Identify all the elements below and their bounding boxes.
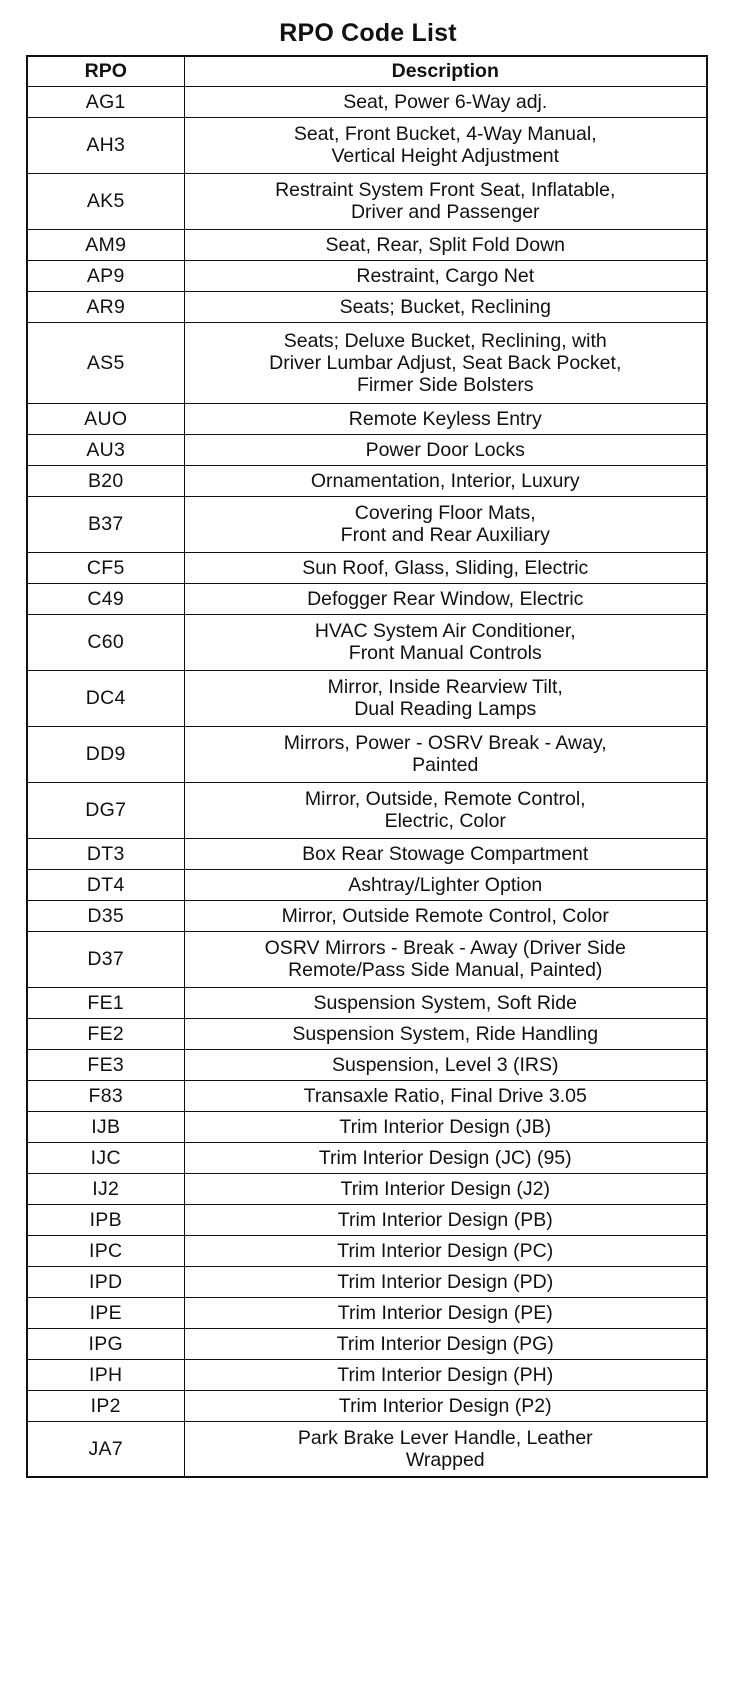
description-cell: Power Door Locks — [184, 434, 707, 465]
table-body — [27, 86, 707, 1477]
table-row — [27, 1204, 707, 1235]
table-row — [27, 1049, 707, 1080]
table-row — [27, 614, 707, 670]
table-row — [27, 1235, 707, 1266]
table-header-row — [27, 56, 707, 86]
description-cell: Restraint System Front Seat, Inflatable, Driver and Passenger — [184, 173, 707, 229]
table-row — [27, 117, 707, 173]
rpo-code-cell: IPE — [27, 1297, 184, 1328]
rpo-code-cell: AK5 — [27, 173, 184, 229]
rpo-code-cell: C60 — [27, 614, 184, 670]
table-row — [27, 670, 707, 726]
rpo-column-header: RPO — [27, 56, 184, 86]
table-row — [27, 869, 707, 900]
description-cell: Seat, Rear, Split Fold Down — [184, 229, 707, 260]
rpo-code-cell: AU3 — [27, 434, 184, 465]
description-cell: Park Brake Lever Handle, Leather Wrapped — [184, 1421, 707, 1477]
description-cell: Trim Interior Design (PD) — [184, 1266, 707, 1297]
table-row — [27, 465, 707, 496]
rpo-code-cell: IJB — [27, 1111, 184, 1142]
description-cell: Suspension, Level 3 (IRS) — [184, 1049, 707, 1080]
description-cell: Trim Interior Design (PC) — [184, 1235, 707, 1266]
description-cell: Trim Interior Design (JB) — [184, 1111, 707, 1142]
rpo-code-cell: AM9 — [27, 229, 184, 260]
description-cell: Suspension System, Ride Handling — [184, 1018, 707, 1049]
table-row — [27, 900, 707, 931]
table-row — [27, 229, 707, 260]
table-row — [27, 1390, 707, 1421]
table-row — [27, 1421, 707, 1477]
rpo-code-cell: AH3 — [27, 117, 184, 173]
table-row — [27, 931, 707, 987]
table-row — [27, 403, 707, 434]
description-cell: Trim Interior Design (PB) — [184, 1204, 707, 1235]
table-row — [27, 552, 707, 583]
description-cell: Seats; Deluxe Bucket, Reclining, with Driver Lumbar Adjust, Seat Back Pocket, Firmer Side Bolsters — [184, 322, 707, 403]
table-row — [27, 1142, 707, 1173]
rpo-code-cell: DC4 — [27, 670, 184, 726]
description-cell: Sun Roof, Glass, Sliding, Electric — [184, 552, 707, 583]
rpo-code-cell: D35 — [27, 900, 184, 931]
rpo-code-cell: IPC — [27, 1235, 184, 1266]
table-row — [27, 1359, 707, 1390]
table-row — [27, 1328, 707, 1359]
description-cell: Ashtray/Lighter Option — [184, 869, 707, 900]
table-row — [27, 173, 707, 229]
description-cell: Restraint, Cargo Net — [184, 260, 707, 291]
rpo-code-cell: AUO — [27, 403, 184, 434]
rpo-code-cell: F83 — [27, 1080, 184, 1111]
rpo-code-cell: JA7 — [27, 1421, 184, 1477]
table-row — [27, 838, 707, 869]
description-cell: Trim Interior Design (PH) — [184, 1359, 707, 1390]
description-cell: Box Rear Stowage Compartment — [184, 838, 707, 869]
description-cell: Mirror, Outside, Remote Control, Electric, Color — [184, 782, 707, 838]
table-row — [27, 782, 707, 838]
rpo-code-cell: AG1 — [27, 86, 184, 117]
rpo-code-cell: IPG — [27, 1328, 184, 1359]
table-row — [27, 1018, 707, 1049]
description-cell: HVAC System Air Conditioner, Front Manual Controls — [184, 614, 707, 670]
rpo-code-cell: IP2 — [27, 1390, 184, 1421]
rpo-code-cell: DG7 — [27, 782, 184, 838]
rpo-code-cell: FE2 — [27, 1018, 184, 1049]
table-row — [27, 496, 707, 552]
description-cell: Mirror, Inside Rearview Tilt, Dual Reading Lamps — [184, 670, 707, 726]
table-row — [27, 1173, 707, 1204]
description-cell: Mirror, Outside Remote Control, Color — [184, 900, 707, 931]
description-cell: Covering Floor Mats, Front and Rear Auxiliary — [184, 496, 707, 552]
table-row — [27, 1297, 707, 1328]
rpo-code-table — [26, 55, 708, 1478]
description-cell: Trim Interior Design (JC) (95) — [184, 1142, 707, 1173]
rpo-code-cell: CF5 — [27, 552, 184, 583]
description-cell: Mirrors, Power - OSRV Break - Away, Painted — [184, 726, 707, 782]
table-row — [27, 1080, 707, 1111]
table-row — [27, 987, 707, 1018]
table-row — [27, 1266, 707, 1297]
description-cell: Seat, Power 6-Way adj. — [184, 86, 707, 117]
rpo-code-cell: DT3 — [27, 838, 184, 869]
description-cell: Trim Interior Design (J2) — [184, 1173, 707, 1204]
rpo-code-cell: IJ2 — [27, 1173, 184, 1204]
rpo-code-cell: B20 — [27, 465, 184, 496]
description-cell: OSRV Mirrors - Break - Away (Driver Side Remote/Pass Side Manual, Painted) — [184, 931, 707, 987]
rpo-code-cell: AR9 — [27, 291, 184, 322]
description-column-header: Description — [184, 56, 707, 86]
rpo-code-cell: DT4 — [27, 869, 184, 900]
rpo-code-cell: C49 — [27, 583, 184, 614]
description-cell: Transaxle Ratio, Final Drive 3.05 — [184, 1080, 707, 1111]
rpo-code-cell: D37 — [27, 931, 184, 987]
description-cell: Seat, Front Bucket, 4-Way Manual, Vertical Height Adjustment — [184, 117, 707, 173]
rpo-code-cell: FE1 — [27, 987, 184, 1018]
description-cell: Trim Interior Design (PG) — [184, 1328, 707, 1359]
description-cell: Defogger Rear Window, Electric — [184, 583, 707, 614]
description-cell: Remote Keyless Entry — [184, 403, 707, 434]
description-cell: Seats; Bucket, Reclining — [184, 291, 707, 322]
description-cell: Trim Interior Design (PE) — [184, 1297, 707, 1328]
description-cell: Suspension System, Soft Ride — [184, 987, 707, 1018]
description-cell: Trim Interior Design (P2) — [184, 1390, 707, 1421]
rpo-code-cell: B37 — [27, 496, 184, 552]
rpo-code-cell: AS5 — [27, 322, 184, 403]
rpo-code-cell: IPH — [27, 1359, 184, 1390]
table-row — [27, 726, 707, 782]
rpo-code-cell: IPD — [27, 1266, 184, 1297]
rpo-code-cell: DD9 — [27, 726, 184, 782]
rpo-code-cell: IPB — [27, 1204, 184, 1235]
table-row — [27, 322, 707, 403]
table-row — [27, 291, 707, 322]
description-cell: Ornamentation, Interior, Luxury — [184, 465, 707, 496]
rpo-code-cell: IJC — [27, 1142, 184, 1173]
table-row — [27, 1111, 707, 1142]
rpo-code-cell: FE3 — [27, 1049, 184, 1080]
rpo-code-cell: AP9 — [27, 260, 184, 291]
table-row — [27, 260, 707, 291]
table-row — [27, 434, 707, 465]
table-row — [27, 86, 707, 117]
table-row — [27, 583, 707, 614]
page-title: RPO Code List — [279, 19, 457, 47]
